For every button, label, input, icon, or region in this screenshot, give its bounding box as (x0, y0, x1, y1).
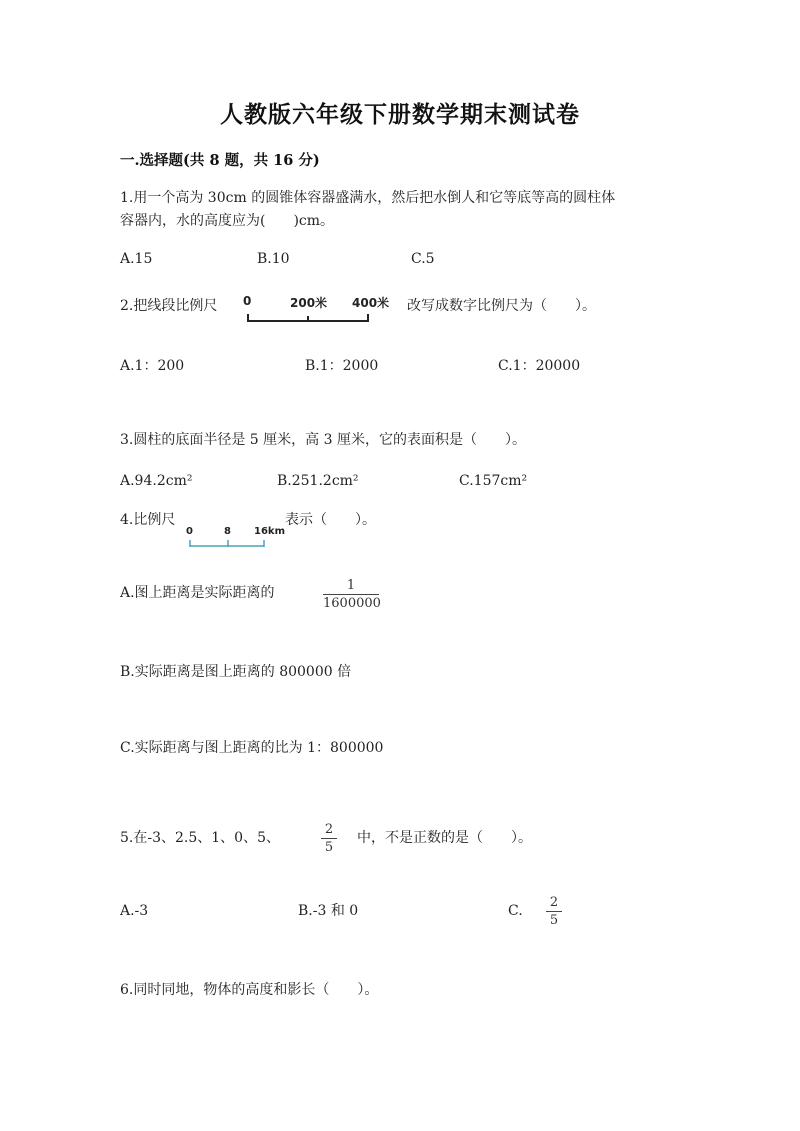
q5-option-c-fraction (546, 895, 562, 928)
fraction-bar (323, 594, 379, 595)
question-4-prefix: 4.比例尺 (120, 512, 176, 528)
question-1-line-1: 1.用一个高为 30cm 的圆锥体容器盛满水，然后把水倒人和它等底等高的圆柱体 (120, 190, 616, 206)
km-scale-graphic (184, 526, 284, 550)
km-scale-label-16km: 16km (254, 526, 285, 537)
q4-option-a-fraction (323, 578, 379, 611)
q2-option-a: A.1：200 (120, 358, 185, 374)
page-title: 人教版六年级下册数学期末测试卷 (220, 101, 580, 128)
question-6-text: 6.同时同地，物体的高度和影长（ ）。 (120, 982, 379, 998)
section-header: 一.选择题(共 8 题，共 16 分) (120, 152, 320, 169)
fraction-denominator: 5 (324, 840, 334, 855)
q2-option-c: C.1：20000 (498, 358, 581, 374)
fraction-numerator: 1 (346, 578, 356, 593)
q5-option-c: C. (508, 903, 523, 919)
fraction-denominator: 5 (549, 913, 559, 928)
fraction-numerator: 2 (549, 895, 559, 910)
scale-bar-graphic (238, 292, 398, 326)
q5-option-a: A.-3 (120, 903, 149, 919)
km-scale-label-0: 0 (186, 526, 193, 537)
km-scale-label-8: 8 (224, 526, 231, 537)
q1-option-c: C.5 (411, 251, 435, 267)
q4-option-a: A.图上距离是实际距离的 (120, 585, 275, 601)
q1-option-b: B.10 (257, 251, 290, 267)
question-5-prefix: 5.在-3、2.5、1、0、5、 (120, 830, 280, 846)
question-2-prefix: 2.把线段比例尺 (120, 298, 218, 314)
q1-option-a: A.15 (120, 251, 153, 267)
fraction-numerator: 2 (324, 822, 334, 837)
km-scale-bar (184, 526, 284, 550)
question-5-suffix: 中，不是正数的是（ ）。 (357, 830, 532, 846)
fraction-bar (546, 911, 562, 912)
question-1-line-2: 容器内，水的高度应为( )cm。 (120, 213, 335, 229)
q5-fraction (321, 822, 337, 855)
q3-option-a: A.94.2cm² (120, 473, 193, 489)
q3-option-c: C.157cm² (459, 473, 528, 489)
line-segment-scale-400m (238, 292, 398, 326)
q4-option-c: C.实际距离与图上距离的比为 1：800000 (120, 740, 384, 756)
q4-option-b: B.实际距离是图上距离的 800000 倍 (120, 664, 352, 680)
q5-option-b: B.-3 和 0 (298, 903, 359, 919)
question-4-suffix: 表示（ ）。 (285, 512, 376, 528)
fraction-denominator: 1600000 (323, 596, 381, 611)
q2-option-b: B.1：2000 (305, 358, 379, 374)
scale-label-0: 0 (243, 294, 252, 308)
scale-label-200m: 200米 (290, 296, 328, 310)
q3-option-b: B.251.2cm² (277, 473, 359, 489)
scale-label-400m: 400米 (352, 296, 390, 310)
fraction-bar (321, 838, 337, 839)
question-3-text: 3.圆柱的底面半径是 5 厘米，高 3 厘米，它的表面积是（ ）。 (120, 432, 526, 448)
question-2-suffix: 改写成数字比例尺为（ ）。 (407, 298, 596, 314)
